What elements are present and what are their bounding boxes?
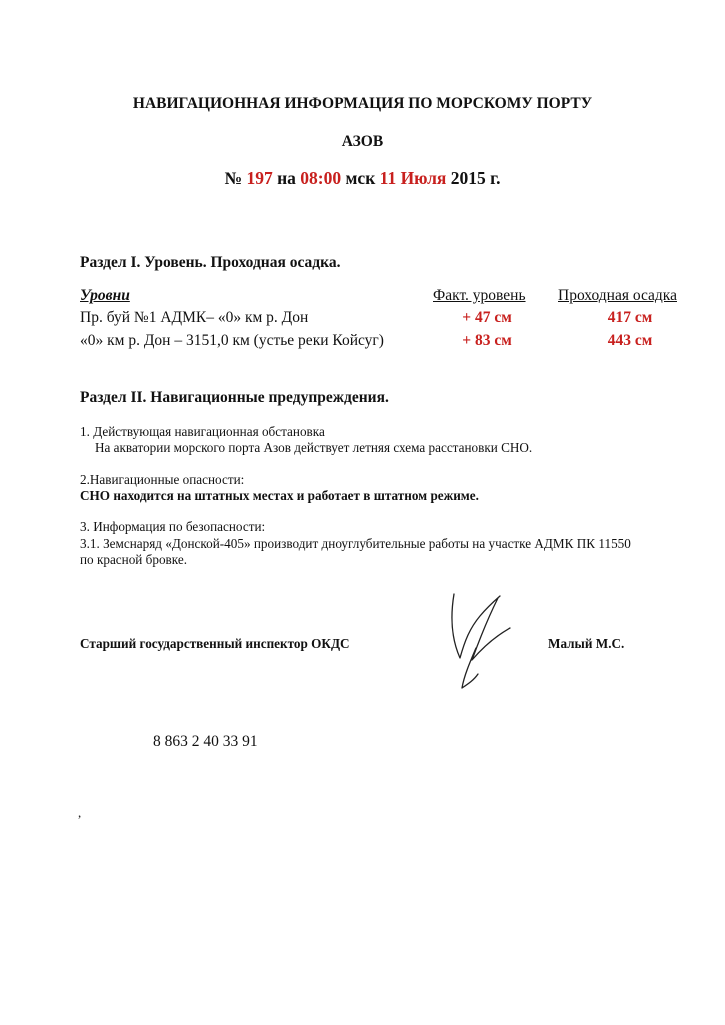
signatory-name: Малый М.С. — [548, 636, 625, 651]
bulletin-time: 08:00 — [300, 168, 342, 188]
section-2-heading: Раздел II. Навигационные предупреждения. — [80, 389, 389, 406]
timezone: мск — [345, 168, 376, 188]
level-row-2-name: «0» км р. Дон – 3151,0 км (устье реки Койсуг) — [80, 332, 384, 349]
item-2-title: 2.Навигационные опасности: — [80, 472, 245, 487]
item-1-text: На акватории морского порта Азов действует летняя схема расстановки СНО. — [95, 440, 533, 455]
level-row-1-fact: + 47 см — [462, 309, 512, 326]
column-draft: Проходная осадка — [558, 287, 677, 304]
contact-phone: 8 863 2 40 33 91 — [153, 733, 258, 750]
bulletin-number-line — [0, 168, 725, 189]
bulletin-date: 11 Июля — [379, 168, 447, 188]
handwritten-signature — [440, 588, 530, 698]
stray-mark: , — [78, 805, 82, 820]
bulletin-year: 2015 г. — [450, 168, 501, 188]
on-word: на — [277, 168, 296, 188]
section-1-heading: Раздел I. Уровень. Проходная осадка. — [80, 254, 341, 271]
signatory-position: Старший государственный инспектор ОКДС — [80, 636, 350, 651]
column-levels: Уровни — [80, 287, 130, 304]
level-row-1-name: Пр. буй №1 АДМК– «0» км р. Дон — [80, 309, 309, 326]
bulletin-number: 197 — [246, 168, 273, 188]
port-name: АЗОВ — [341, 133, 384, 150]
item-3-line-1: 3.1. Земснаряд «Донской-405» производит дноуглубительные работы на участке АДМК ПК 11550 — [80, 536, 631, 551]
level-row-1-draft: 417 см — [607, 309, 653, 326]
number-prefix: № — [224, 168, 243, 188]
document-title: НАВИГАЦИОННАЯ ИНФОРМАЦИЯ ПО МОРСКОМУ ПОРТУ — [132, 95, 593, 112]
level-row-2-fact: + 83 см — [462, 332, 512, 349]
item-3-title: 3. Информация по безопасности: — [80, 519, 266, 534]
item-1-title: 1. Действующая навигационная обстановка — [80, 424, 325, 439]
item-3-line-2: по красной бровке. — [80, 552, 188, 567]
level-row-2-draft: 443 см — [607, 332, 653, 349]
item-2-text: СНО находится на штатных местах и работает в штатном режиме. — [80, 488, 479, 503]
column-fact-level: Факт. уровень — [433, 287, 526, 304]
